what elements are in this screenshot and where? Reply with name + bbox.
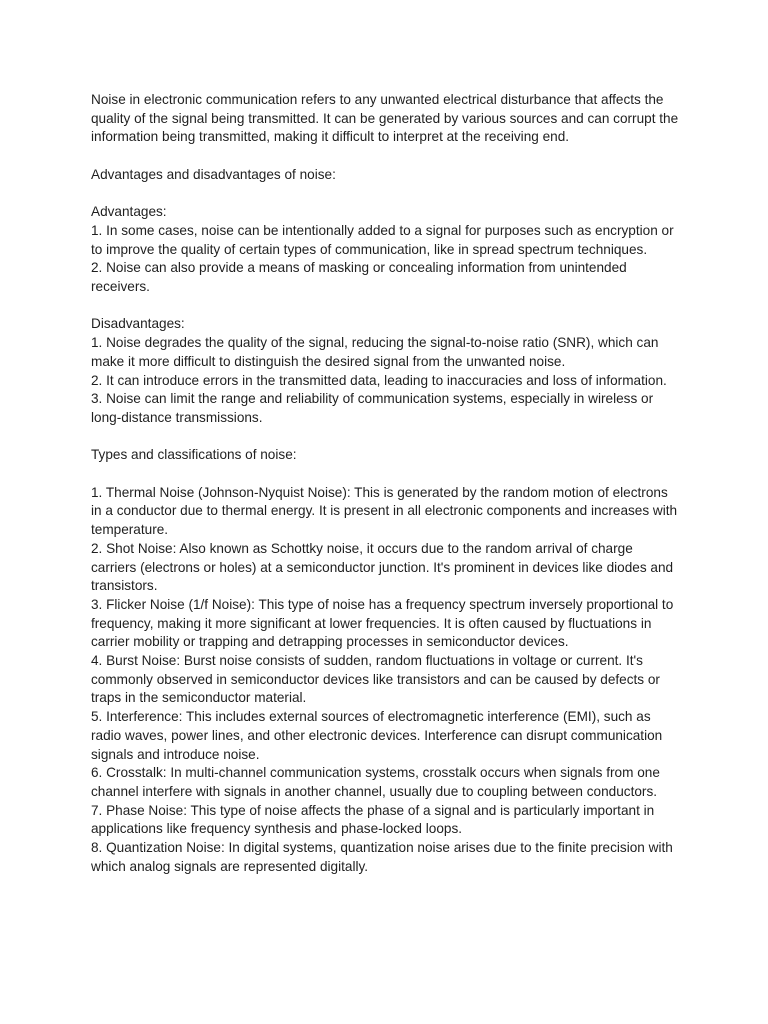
disadvantages-heading: Disadvantages: <box>91 316 185 332</box>
types-heading: Types and classifications of noise: <box>91 447 297 463</box>
document-page <box>91 91 681 876</box>
noise-type-item: 4. Burst Noise: Burst noise consists of sudden, random fluctuations in voltage or current. It's commonly observed in semiconductor devices like transistors and can be caused by defects or traps in the semiconductor material. <box>91 653 660 706</box>
noise-type-item: 2. Shot Noise: Also known as Schottky noise, it occurs due to the random arrival of charge carriers (electrons or holes) at a semiconductor junction. It's prominent in devices like diodes and transistors. <box>91 540 674 594</box>
adv-disadv-heading: Advantages and disadvantages of noise: <box>91 166 336 182</box>
advantage-item: 2. Noise can also provide a means of masking or concealing information from unintended receivers. <box>91 260 627 294</box>
spacer <box>91 147 681 166</box>
intro-paragraph: Noise in electronic communication refers to any unwanted electrical disturbance that affects the quality of the signal being transmitted. It can be generated by various sources and can corrupt the information being transmitted, making it difficult to interpret at the receiving end. <box>91 92 679 145</box>
spacer <box>91 428 681 447</box>
disadvantage-item: 2. It can introduce errors in the transmitted data, leading to inaccuracies and loss of information. <box>91 372 667 388</box>
noise-type-item: 5. Interference: This includes external sources of electromagnetic interference (EMI), such as radio waves, power lines, and other electronic devices. Interference can disrupt communication signals and introduce noise. <box>91 709 663 762</box>
noise-type-item: 3. Flicker Noise (1/f Noise): This type of noise has a frequency spectrum inversely proportional to frequency, making it more significant at lower frequencies. It is often caused by fluctuations in carrier mobility or trapping and detrapping processes in semiconductor devices. <box>91 596 674 650</box>
disadvantage-item: 3. Noise can limit the range and reliability of communication systems, especially in wireless or long-distance transmissions. <box>91 391 654 425</box>
spacer <box>91 185 681 204</box>
noise-type-item: 7. Phase Noise: This type of noise affects the phase of a signal and is particularly important in applications like frequency synthesis and phase-locked loops. <box>91 802 655 837</box>
noise-type-item: 6. Crosstalk: In multi-channel communication systems, crosstalk occurs when signals from one channel interfere with signals in another channel, usually due to coupling between conductors. <box>91 765 660 799</box>
spacer <box>91 297 681 316</box>
disadvantage-item: 1. Noise degrades the quality of the signal, reducing the signal-to-noise ratio (SNR), which can make it more difficult to distinguish the desired signal from the unwanted noise. <box>91 335 659 369</box>
noise-type-item: 8. Quantization Noise: In digital systems, quantization noise arises due to the finite precision with which analog signals are represented digitally. <box>91 840 673 874</box>
noise-type-item: 1. Thermal Noise (Johnson-Nyquist Noise): This is generated by the random motion of electrons in a conductor due to thermal energy. It is present in all electronic components and increases with temperature. <box>91 484 678 538</box>
advantage-item: 1. In some cases, noise can be intentionally added to a signal for purposes such as encryption or to improve the quality of certain types of communication, like in spread spectrum techniques. <box>91 222 674 257</box>
spacer <box>91 465 681 484</box>
advantages-heading: Advantages: <box>91 204 167 220</box>
